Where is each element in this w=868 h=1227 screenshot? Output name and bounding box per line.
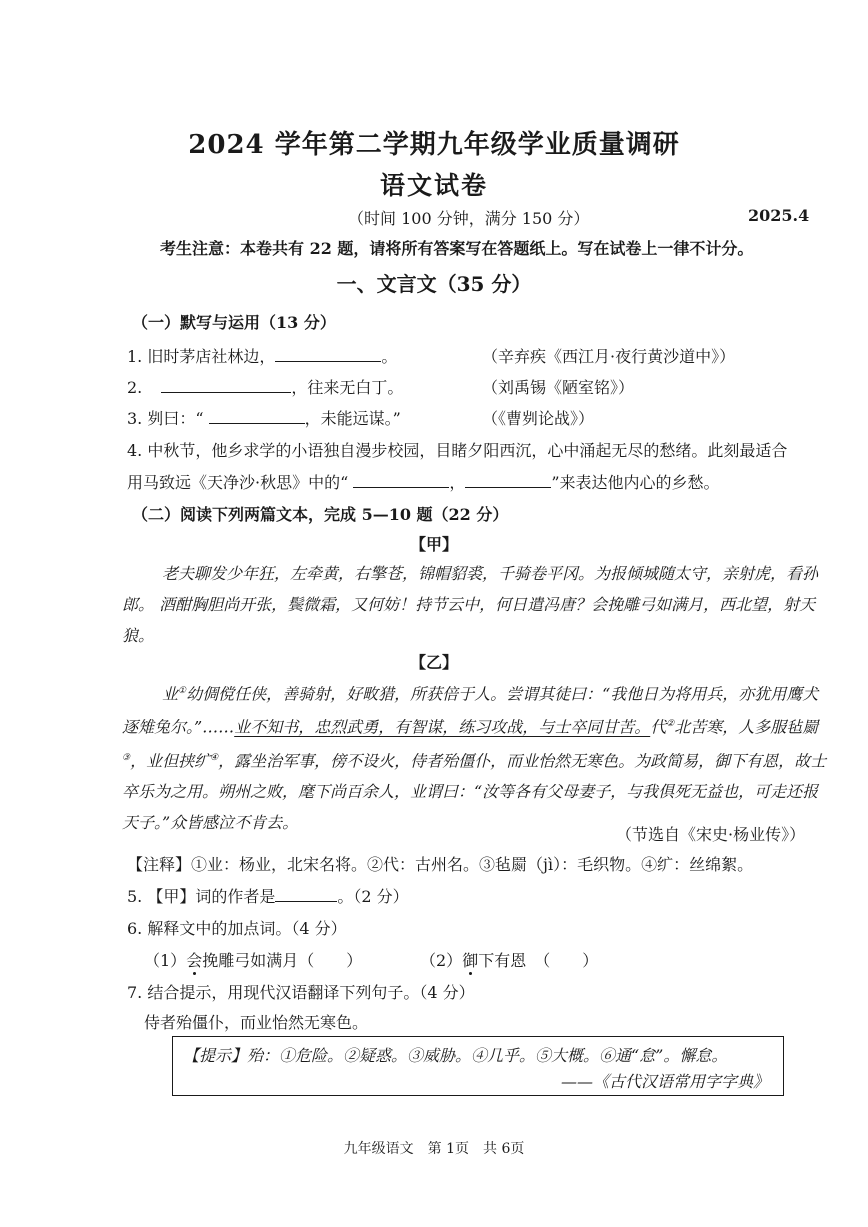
- question-5: 5. 【甲】词的作者是 。（2 分）: [127, 887, 409, 906]
- text-yi-source: （节选自《宋史·杨业传》）: [616, 825, 806, 844]
- answer-blank: [275, 345, 381, 362]
- answer-blank: [353, 471, 449, 488]
- time-info: （时间 100 分钟，满分 150 分）: [348, 209, 590, 228]
- exam-subtitle: 语文试卷: [379, 171, 488, 200]
- question-4-line1: 4. 中秋节，他乡求学的小语独自漫步校园，目睹夕阳西沉，心中涌起无尽的愁绪。此刻最适合: [127, 441, 788, 460]
- question-6: 6. 解释文中的加点词。（4 分）: [127, 919, 347, 938]
- text-yi-label: 【乙】: [409, 653, 458, 672]
- dotted-word: 御: [462, 951, 479, 970]
- question-6-item-2: （2）御下有恩 （ ）: [420, 951, 599, 970]
- exam-date: 2025.4: [748, 206, 810, 225]
- question-2-source: （刘禹锡《陋室铭》）: [482, 378, 635, 397]
- question-3: 3. 刿曰：“ ，未能远谋。”: [127, 409, 401, 428]
- answer-blank: [275, 885, 337, 902]
- annotations: 【注释】①业：杨业，北宋名将。②代：古州名。③毡罽（jì）：毛织物。④纩：丝绵絮。: [127, 855, 754, 874]
- dotted-word: 会: [186, 951, 203, 970]
- text-jia-label: 【甲】: [409, 535, 458, 554]
- question-7-sentence: 侍者殆僵仆，而业怡然无寒色。: [144, 1013, 369, 1032]
- question-4-line2: 用马致远《天净沙·秋思》中的“ ， ”来表达他内心的乡愁。: [127, 473, 720, 492]
- hint-box: [172, 1036, 784, 1096]
- exam-title: 2024 学年第二学期九年级学业质量调研: [188, 130, 680, 160]
- part1-title: （一）默写与运用（13 分）: [132, 313, 336, 332]
- answer-blank: [161, 376, 291, 393]
- underlined-sentence: 业不知书，忠烈武勇，有智谋，练习攻战，与士卒同甘苦。: [234, 717, 651, 737]
- section-title: 一、文言文（35 分）: [336, 272, 532, 296]
- hint-text: 【提示】殆：①危险。②疑惑。③威胁。④几乎。⑤大概。⑥通“怠”。懈怠。: [183, 1046, 728, 1065]
- answer-blank: [209, 407, 305, 424]
- question-6-item-1: （1）会挽雕弓如满月（ ）: [144, 951, 363, 970]
- question-1: 1. 旧时茅店社林边， 。: [127, 347, 398, 366]
- part2-title: （二）阅读下列两篇文本，完成 5—10 题（22 分）: [132, 505, 509, 524]
- candidate-notice: 考生注意：本卷共有 22 题，请将所有答案写在答题纸上。写在试卷上一律不计分。: [160, 239, 754, 258]
- answer-blank: [465, 471, 551, 488]
- question-2: 2. ，往来无白丁。: [127, 378, 404, 397]
- text-yi: 业①幼倜傥任侠，善骑射，好畋猎，所获倍于人。尝谓其徒曰：“我他日为将用兵，亦犹用鹰犬逐雉兔尔。”……业不知书，忠烈武勇，有智谋，练习攻战，与士卒同甘苦。代②北苦寒，人多服毡罽③，业但挟纩④，露坐治军事，傍不设火，侍者殆僵仆，而业怡然无寒色。为政简易，御下有恩，故士卒乐为之用。朔州之败，麾下尚百余人，业谓曰：“汝等各有父母妻子，与我俱死无益也，可走还报天子。”众皆感泣不肯去。: [122, 684, 827, 832]
- question-1-source: （辛弃疾《西江月·夜行黄沙道中》）: [482, 347, 736, 366]
- hint-source: ——《古代汉语常用字字典》: [560, 1072, 769, 1091]
- page-footer: 九年级语文 第 1页 共 6页: [343, 1141, 525, 1157]
- question-3-source: （《曹刿论战》）: [482, 409, 595, 428]
- question-7: 7. 结合提示，用现代汉语翻译下列句子。（4 分）: [127, 983, 475, 1002]
- text-jia: 老夫聊发少年狂，左牵黄，右擎苍，锦帽貂裘，千骑卷平冈。为报倾城随太守，亲射虎，看孙郎。 酒酣胸胆尚开张，鬓微霜，又何妨！持节云中，何日遣冯唐？会挽雕弓如满月，西北望，射天狼。: [122, 564, 819, 645]
